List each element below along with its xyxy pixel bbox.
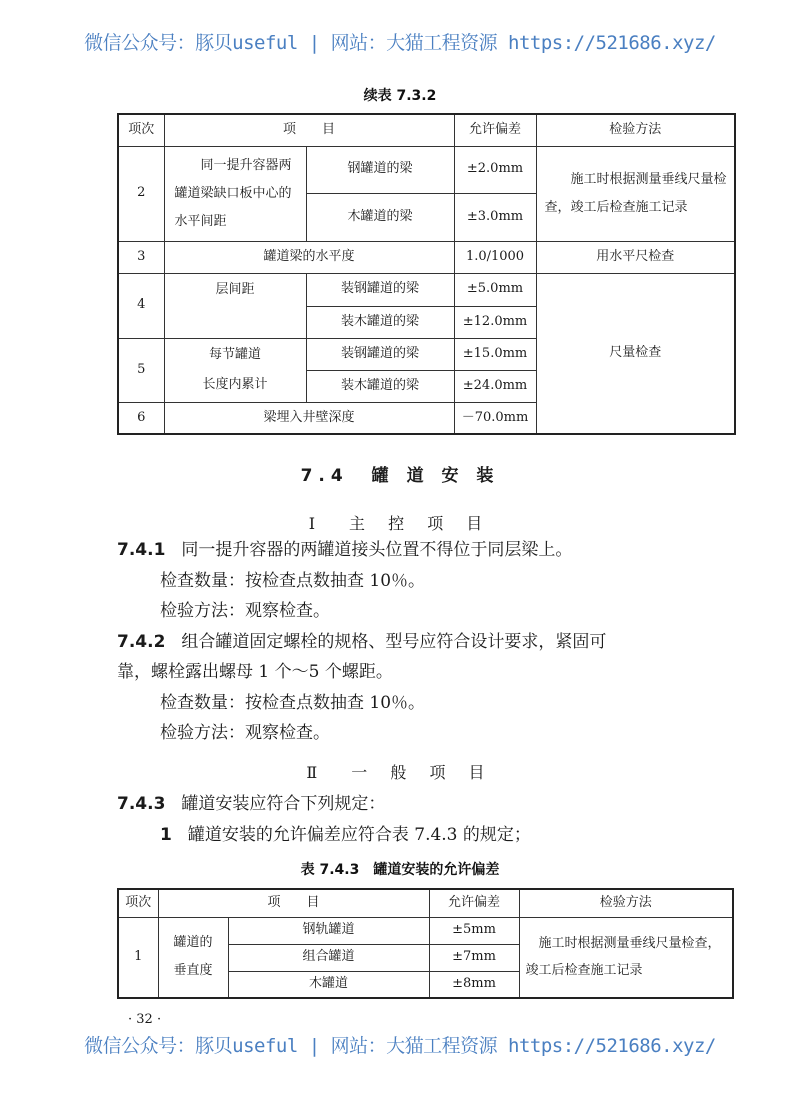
item-line: 垂直度 — [173, 963, 213, 979]
table-row — [118, 241, 735, 273]
page-number: · 32 · — [128, 1012, 162, 1027]
method-cell: 施工时根据测量垂线尺量检查，竣工后检查施工记录 — [536, 146, 735, 241]
method-cell: 施工时根据测量垂线尺量检查，竣工后检查施工记录 — [519, 917, 733, 998]
header-cell: 允许偏差 — [454, 114, 536, 146]
subsection-general: Ⅱ 一 般 项 目 — [306, 763, 494, 782]
row-number: 2 — [118, 146, 164, 241]
sub-item-cell: 装木罐道的梁 — [306, 370, 454, 402]
tolerance-cell: ±15.0mm — [454, 338, 536, 370]
sub-item-cell: 木罐道的梁 — [306, 193, 454, 241]
inspection-method: 检验方法：观察检查。 — [160, 723, 330, 743]
tolerance-cell: 1.0/1000 — [454, 241, 536, 273]
subsection-main-control: Ⅰ 主 控 项 目 — [308, 514, 492, 533]
sub-item-cell: 组合罐道 — [228, 944, 429, 971]
item-cell: 层间距 — [164, 273, 306, 338]
table-7-3-2-continued — [117, 113, 736, 435]
tolerance-cell: ±8mm — [429, 971, 519, 998]
tolerance-cell: ±2.0mm — [454, 146, 536, 193]
header-cell: 项次 — [118, 114, 164, 146]
table-header-row — [118, 114, 735, 146]
clause-item-1 — [160, 820, 531, 850]
tolerance-cell: ±12.0mm — [454, 306, 536, 338]
clause-text-continued: 靠，螺栓露出螺母 1 个～5 个螺距。 — [117, 662, 393, 682]
item-number: 1 — [160, 825, 172, 845]
table-caption-7-3-2-cont: 续表 7.3.2 — [363, 88, 437, 104]
sub-item-cell: 木罐道 — [228, 971, 429, 998]
item-line: 长度内累计 — [202, 377, 268, 392]
item-cell — [164, 338, 306, 402]
row-number: 5 — [118, 338, 164, 402]
watermark-top: 微信公众号：豚贝useful | 网站：大猫工程资源 https://521686.xyz/ — [84, 32, 716, 54]
inspection-quantity: 检查数量：按检查点数抽查 10％。 — [160, 571, 426, 591]
header-cell: 检验方法 — [536, 114, 735, 146]
tolerance-cell: －70.0mm — [454, 402, 536, 434]
table-caption-7-4-3: 表 7.4.3 罐道安装的允许偏差 — [300, 862, 500, 878]
clause-text: 同一提升容器的两罐道接头位置不得位于同层梁上。 — [181, 540, 573, 560]
sub-item-cell: 装钢罐道的梁 — [306, 273, 454, 306]
tolerance-cell: ±3.0mm — [454, 193, 536, 241]
sub-item-cell: 装木罐道的梁 — [306, 306, 454, 338]
method-cell: 用水平尺检查 — [536, 241, 735, 273]
row-number: 1 — [118, 917, 158, 998]
header-cell: 项 目 — [158, 889, 429, 917]
sub-item-cell: 装钢罐道的梁 — [306, 338, 454, 370]
item-cell: 同一提升容器两罐道梁缺口板中心的水平间距 — [164, 146, 306, 241]
tolerance-cell: ±24.0mm — [454, 370, 536, 402]
item-text: 罐道安装的允许偏差应符合表 7.4.3 的规定； — [187, 825, 531, 845]
sub-item-cell: 钢罐道的梁 — [306, 146, 454, 193]
inspection-method: 检验方法：观察检查。 — [160, 601, 330, 621]
watermark-bottom: 微信公众号：豚贝useful | 网站：大猫工程资源 https://521686.xyz/ — [84, 1035, 716, 1057]
row-number: 3 — [118, 241, 164, 273]
header-cell: 检验方法 — [519, 889, 733, 917]
item-cell — [158, 917, 228, 998]
header-cell: 项次 — [118, 889, 158, 917]
inspection-quantity: 检查数量：按检查点数抽查 10％。 — [160, 693, 426, 713]
item-cell: 梁埋入井壁深度 — [164, 402, 454, 434]
table-header-row — [118, 889, 733, 917]
clause-text: 罐道安装应符合下列规定： — [181, 794, 386, 814]
tolerance-cell: ±5.0mm — [454, 273, 536, 306]
row-number: 4 — [118, 273, 164, 338]
header-cell: 允许偏差 — [429, 889, 519, 917]
clause-number: 7.4.1 — [117, 540, 166, 560]
item-line: 罐道的 — [173, 935, 213, 951]
clause-7-4-2 — [117, 627, 606, 657]
clause-number: 7.4.3 — [117, 794, 166, 814]
clause-text: 组合罐道固定螺栓的规格、型号应符合设计要求，紧固可 — [181, 632, 607, 652]
clause-number: 7.4.2 — [117, 632, 166, 652]
table-row — [118, 917, 733, 944]
sub-item-cell: 钢轨罐道 — [228, 917, 429, 944]
clause-7-4-1 — [117, 535, 572, 565]
header-cell: 项 目 — [164, 114, 454, 146]
table-row — [118, 146, 735, 193]
clause-7-4-3 — [117, 789, 385, 819]
tolerance-cell: ±7mm — [429, 944, 519, 971]
item-line: 每节罐道 — [208, 347, 261, 362]
tolerance-cell: ±5mm — [429, 917, 519, 944]
item-cell: 罐道梁的水平度 — [164, 241, 454, 273]
row-number: 6 — [118, 402, 164, 434]
method-cell: 尺量检查 — [536, 273, 735, 434]
table-7-4-3 — [117, 888, 734, 999]
section-title: 7.4 罐 道 安 装 — [300, 466, 500, 486]
table-row — [118, 273, 735, 306]
